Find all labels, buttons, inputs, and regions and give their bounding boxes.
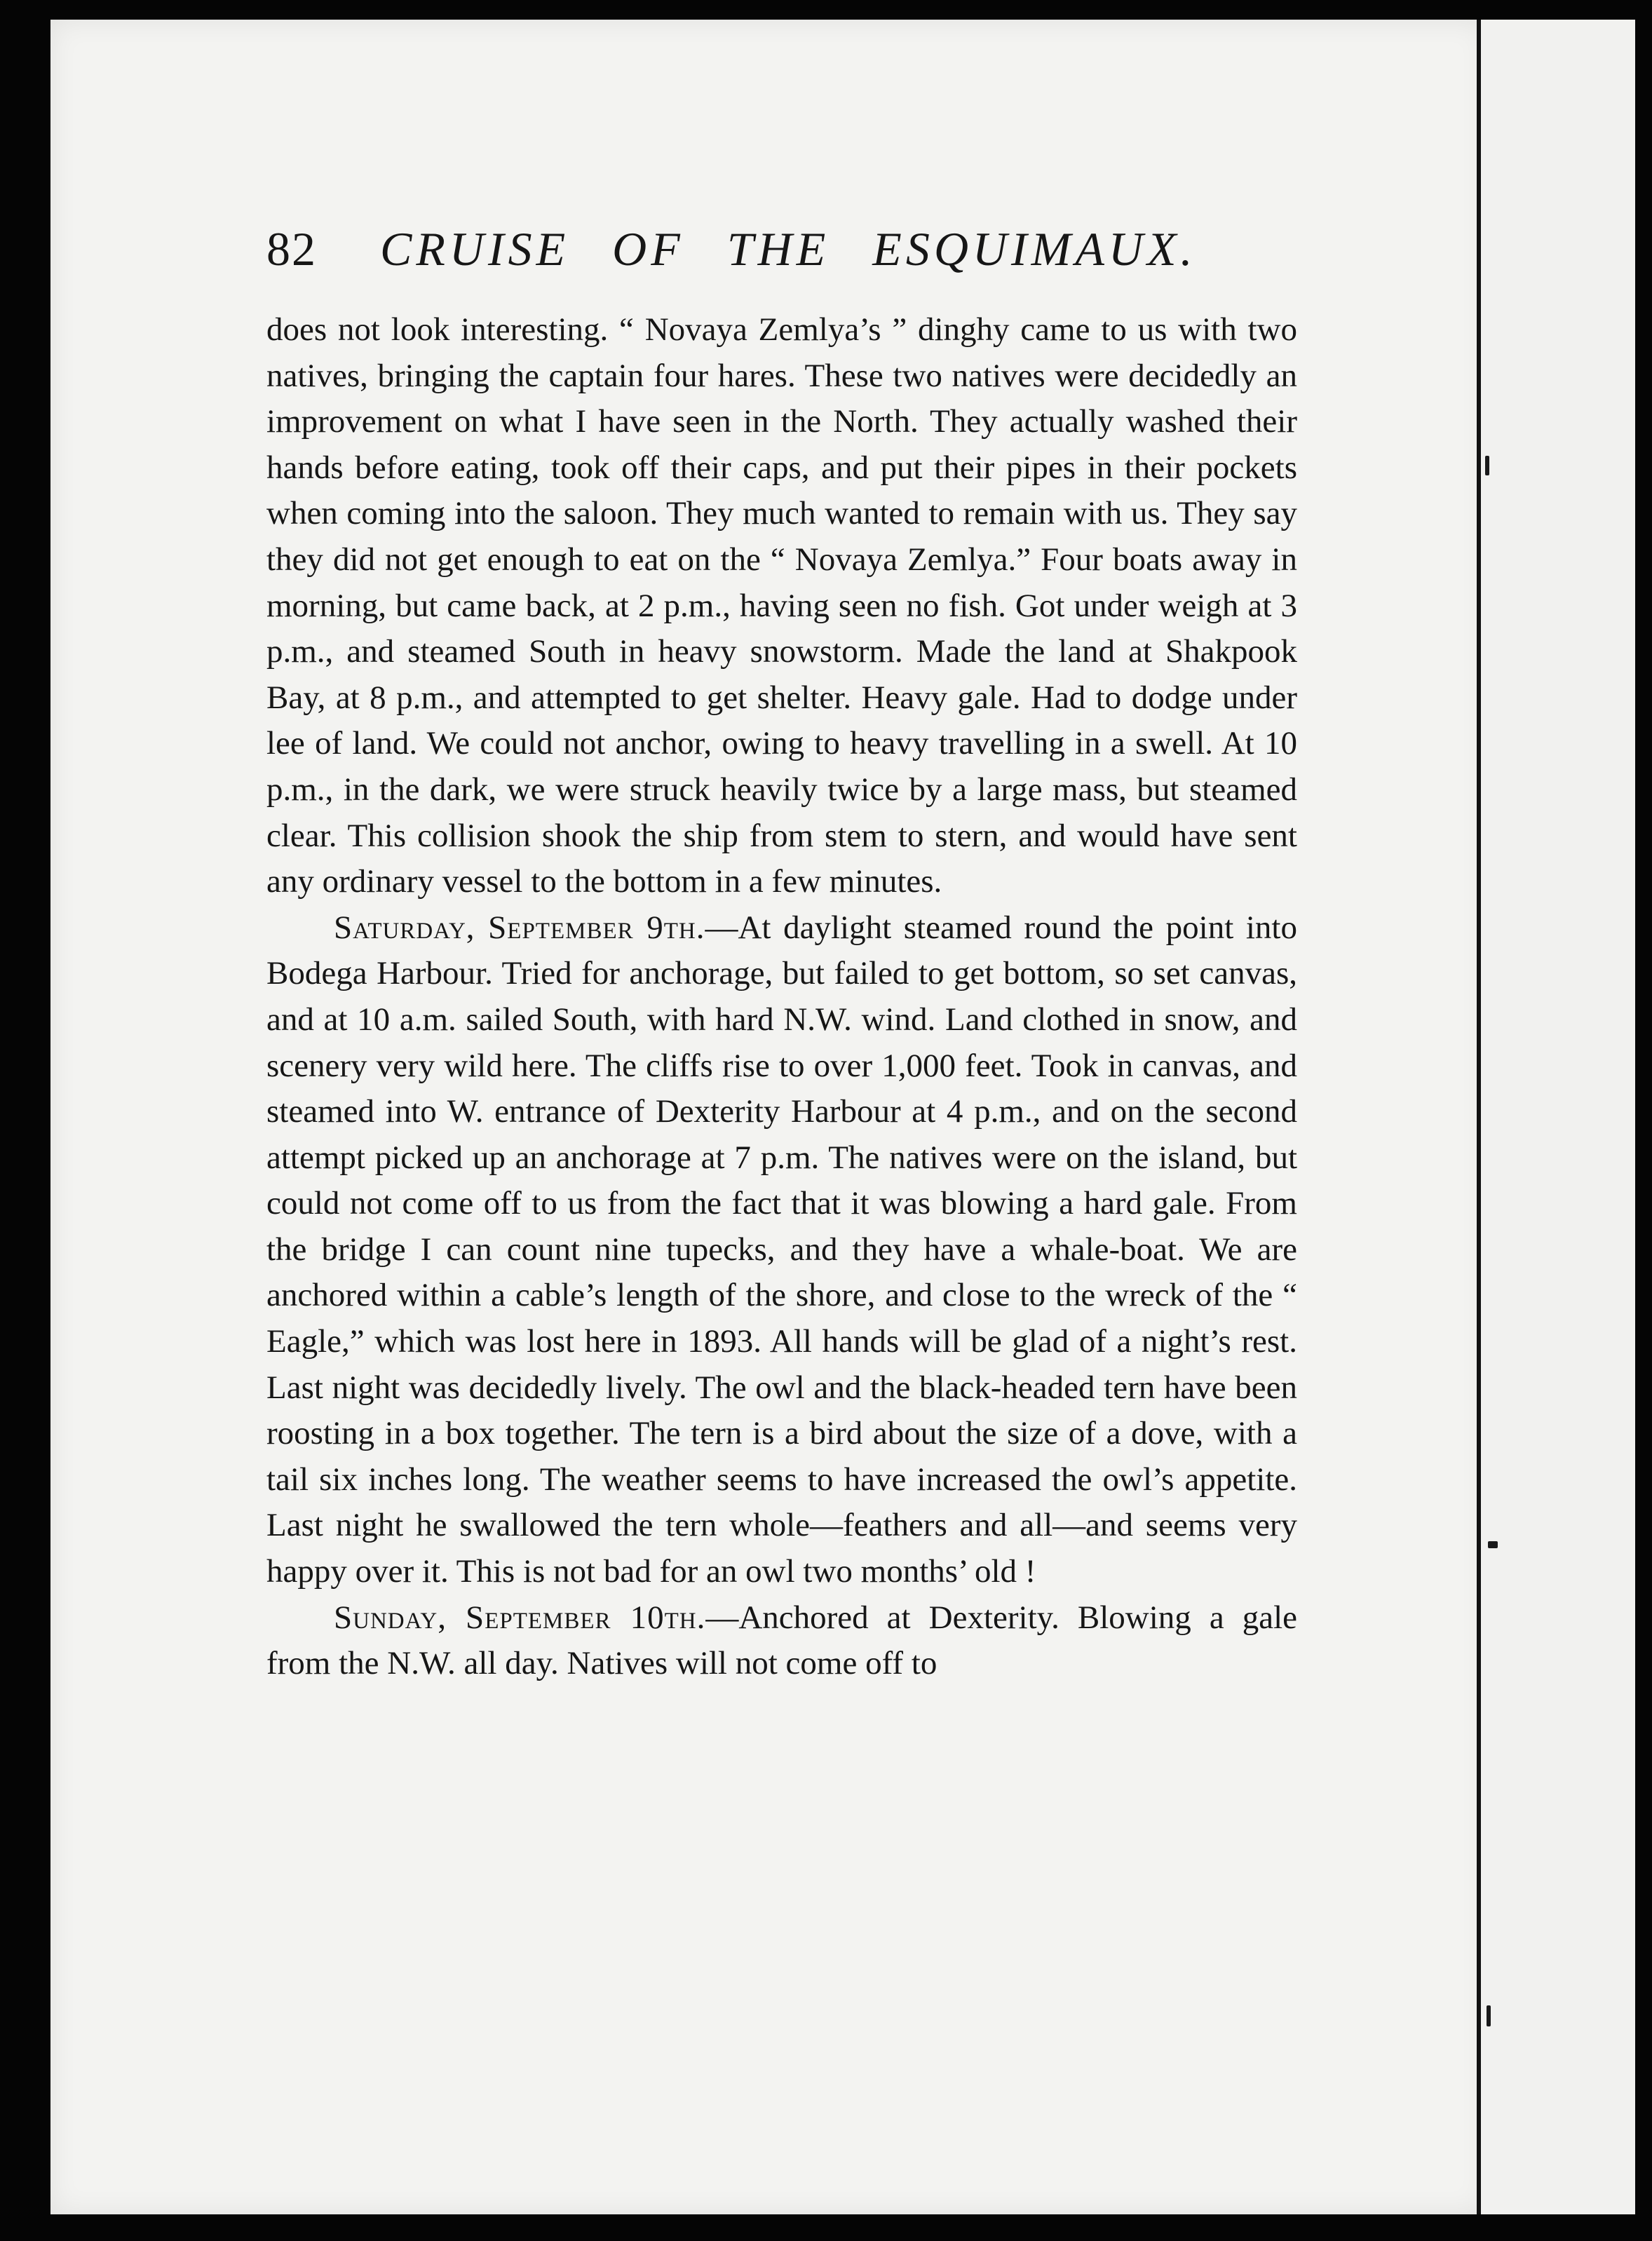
scan-speck xyxy=(1485,456,1489,475)
facing-page-edge xyxy=(1481,20,1635,2214)
paragraph-continued xyxy=(266,307,1297,905)
paragraph-sunday xyxy=(266,1595,1297,1687)
paragraph-text: —At daylight steamed round the point into Bodega Harbour. Tried for anchorage, but failed to get bottom, so set canvas, and at 10 a.m. sailed South, with hard N.W. wind. Land clothed in snow, and scenery very wild here. The cliffs rise to over 1,000 feet. Took in canvas, and steamed into W. entrance of Dexterity Harbour at 4 p.m., and on the second attempt picked up an anchorage at 7 p.m. The natives were on the island, but could not come off to us from the fact that it was blowing a hard gale. From the bridge I can count nine tupecks, and they have a whale-boat. We are anchored within a cable’s length of the shore, and close to the wreck of the “ Eagle,” which was lost here in 1893. All hands will be glad of a night’s rest. Last night was decidedly lively. The owl and the black-headed tern have been roosting in a box together. The tern is a bird about the size of a dove, with a tail six inches long. The weather seems to have increased the owl’s appetite. Last night he swallowed the tern whole—feathers and all—and seems very happy over it. This is not bad for an owl two months’ old ! xyxy=(266,909,1297,1590)
paragraph-text: —Anchored at Dexterity. Blowing a gale from the N.W. all day. Natives will not come off to xyxy=(266,1599,1297,1682)
scan-speck xyxy=(1488,1541,1498,1548)
scan-speck xyxy=(1487,2005,1491,2026)
page-number: 82 xyxy=(266,222,317,276)
paragraph-saturday xyxy=(266,905,1297,1595)
paragraph-text: does not look interesting. “ Novaya Zemlya’s ” dinghy came to us with two natives, bringing the captain four hares. These two natives were decidedly an improvement on what I have seen in the North. They actually washed their hands before eating, took off their caps, and put their pipes in their pockets when coming into the saloon. They much wanted to remain with us. They say they did not get enough to eat on the “ Novaya Zemlya.” Four boats away in morning, but came back, at 2 p.m., having seen no fish. Got under weigh at 3 p.m., and steamed South in heavy snowstorm. Made the land at Shakpook Bay, at 8 p.m., and attempted to get shelter. Heavy gale. Had to dodge under lee of land. We could not anchor, owing to heavy travelling in a swell. At 10 p.m., in the dark, we were struck heavily twice by a large mass, but steamed clear. This collision shook the ship from stem to stern, and would have sent any ordinary vessel to the bottom in a few minutes. xyxy=(266,311,1297,900)
page-text-block xyxy=(266,217,1297,1687)
entry-date: Sunday, September 10th. xyxy=(334,1599,706,1636)
book-title: CRUISE OF THE ESQUIMAUX. xyxy=(380,222,1197,276)
entry-date: Saturday, September 9th. xyxy=(334,909,705,946)
running-head xyxy=(266,217,1199,280)
